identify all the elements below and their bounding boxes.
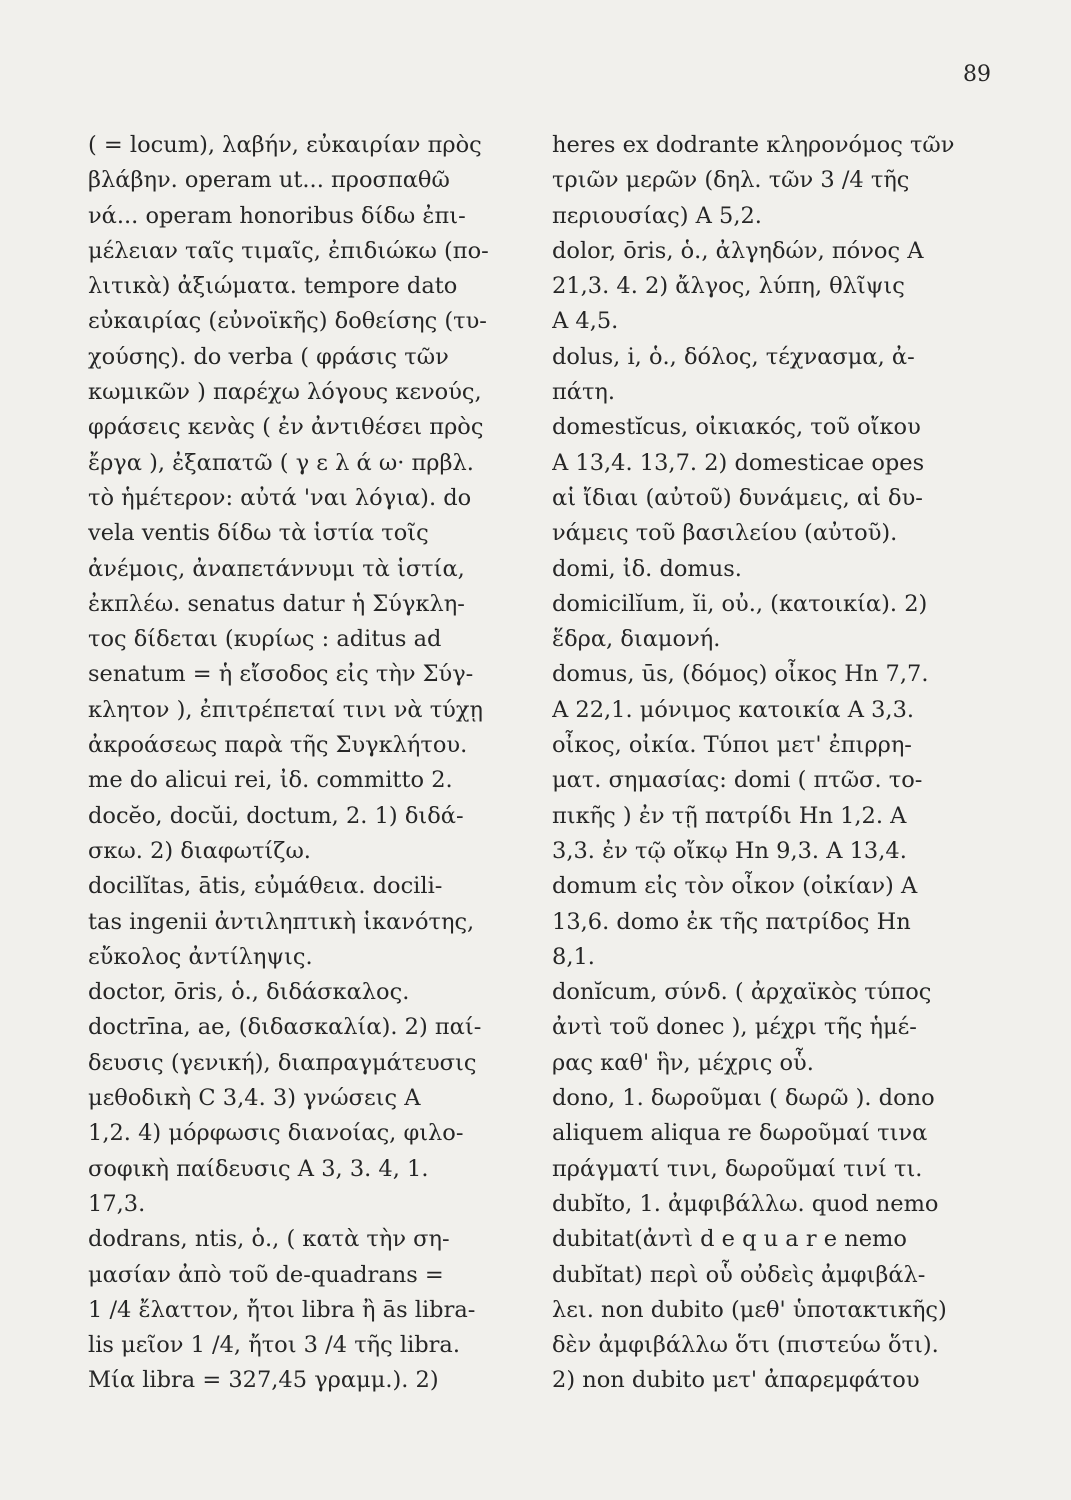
text-line: dolus, i, ὁ., δόλος, τέχνασμα, ἀ- xyxy=(552,343,915,370)
text-line: κωμικῶν ) παρέχω λόγους κενούς, xyxy=(88,379,482,406)
text-line: οἶκος, οἰκία. Τύποι μετ' ἐπιρρη- xyxy=(552,732,912,759)
text-line: donĭcum, σύνδ. ( ἀρχαϊκὸς τύπος xyxy=(552,979,932,1006)
text-line: domus, ūs, (δόμος) οἶκος Hn 7,7. xyxy=(552,661,929,688)
text-line: me do alicui rei, ἰδ. committo 2. xyxy=(88,767,453,794)
text-line: ματ. σημασίας: domi ( πτῶσ. το- xyxy=(552,767,923,794)
text-line: domi, ἰδ. domus. xyxy=(552,555,742,582)
text-line: heres ex dodrante κληρονόμος τῶν xyxy=(552,132,955,158)
text-line: lis μεῖον 1 /4, ἤτοι 3 /4 τῆς libra. xyxy=(88,1332,460,1359)
text-line: vela ventis δίδω τὰ ἱστία τοῖς xyxy=(88,520,429,547)
text-line: αἱ ἴδιαι (αὐτοῦ) δυνάμεις, αἱ δυ- xyxy=(552,484,923,511)
text-line: domicilĭum, ĭi, οὐ., (κατοικία). 2) xyxy=(552,590,928,617)
text-line: domestĭcus, οἰκιακός, τοῦ οἴκου xyxy=(552,414,921,441)
text-line: δευσις (γενική), διαπραγμάτευσις xyxy=(88,1049,477,1076)
text-line: docilĭtas, ātis, εὐμάθεια. docili- xyxy=(88,873,443,900)
text-line: 1,2. 4) μόρφωσις διανοίας, φιλο- xyxy=(88,1120,464,1147)
text-line: doctrīna, ae, (διδασκαλία). 2) παί- xyxy=(88,1014,482,1041)
text-line: ἔργα ), ἐξαπατῶ ( γ ε λ ά ω· πρβλ. xyxy=(88,449,474,476)
text-line: βλάβην. operam ut... προσπαθῶ xyxy=(88,167,450,194)
left-column xyxy=(88,128,524,1399)
text-line: 17,3. xyxy=(88,1190,146,1217)
text-line: νά... operam honoribus δίδω ἐπι- xyxy=(88,202,466,229)
text-line: 13,6. domo ἐκ τῆς πατρίδος Hn xyxy=(552,908,911,935)
text-line: ἀνέμοις, ἀναπετάννυμι τὰ ἱστία, xyxy=(88,555,465,582)
text-line: docĕo, docŭi, doctum, 2. 1) διδά- xyxy=(88,802,464,829)
page-number: 89 xyxy=(963,62,991,87)
text-line: dono, 1. δωροῦμαι ( δωρῶ ). dono xyxy=(552,1085,935,1112)
right-column xyxy=(552,128,992,1399)
text-line: μέλειαν ταῖς τιμαῖς, ἐπιδιώκω (πο- xyxy=(88,237,489,264)
text-line: τος δίδεται (κυρίως : aditus ad xyxy=(88,626,442,653)
text-line: περιουσίας) A 5,2. xyxy=(552,202,762,229)
text-line: πάτη. xyxy=(552,379,616,406)
text-line: A 22,1. μόνιμος κατοικία A 3,3. xyxy=(552,696,915,723)
text-line: A 4,5. xyxy=(552,308,619,335)
text-line: σκω. 2) διαφωτίζω. xyxy=(88,837,311,864)
text-line: εὐκαιρίας (εὐνοϊκῆς) δοθείσης (τυ- xyxy=(88,308,487,335)
text-line: πράγματί τινι, δωροῦμαί τινί τι. xyxy=(552,1155,923,1182)
text-line: aliquem aliqua re δωροῦμαί τινα xyxy=(552,1120,928,1147)
text-line: χούσης). do verba ( φράσις τῶν xyxy=(88,343,449,370)
text-line: εὔκολος ἀντίληψις. xyxy=(88,943,313,970)
text-line: 1 /4 ἔλαττον, ἤτοι libra ἢ ās libra- xyxy=(88,1296,476,1323)
text-line: 21,3. 4. 2) ἄλγος, λύπη, θλῖψις xyxy=(552,273,905,300)
text-line: τὸ ἡμέτερον: αὐτά 'ναι λόγια). do xyxy=(88,484,472,511)
text-line: dubĭto, 1. ἀμφιβάλλω. quod nemo xyxy=(552,1190,939,1217)
text-line: μασίαν ἀπὸ τοῦ de-quadrans = xyxy=(88,1261,444,1288)
text-line: σοφικὴ παίδευσις A 3, 3. 4, 1. xyxy=(88,1155,429,1182)
text-line: domum εἰς τὸν οἶκον (οἰκίαν) A xyxy=(552,873,918,900)
text-line: 8,1. xyxy=(552,943,595,970)
text-line: 3,3. ἐν τῷ οἴκῳ Hn 9,3. A 13,4. xyxy=(552,837,907,864)
text-line: ρας καθ' ἣν, μέχρις οὗ. xyxy=(552,1049,814,1076)
text-line: πικῆς ) ἐν τῇ πατρίδι Hn 1,2. A xyxy=(552,802,907,829)
text-line: ἕδρα, διαμονή. xyxy=(552,626,721,653)
text-line: dolor, ōris, ὁ., ἀλγηδών, πόνος A xyxy=(552,237,924,264)
text-line: tas ingenii ἀντιληπτικὴ ἱκανότης, xyxy=(88,908,475,935)
text-line: κλητον ), ἐπιτρέπεταί τινι νὰ τύχῃ xyxy=(88,696,483,723)
text-line: ἀντὶ τοῦ donec ), μέχρι τῆς ἡμέ- xyxy=(552,1014,917,1041)
text-line: doctor, ōris, ὁ., διδάσκαλος. xyxy=(88,979,410,1006)
text-line: μεθοδικὴ C 3,4. 3) γνώσεις A xyxy=(88,1085,421,1112)
text-line: 2) non dubito μετ' ἀπαρεμφάτου xyxy=(552,1367,920,1394)
text-line: λιτικὰ) ἀξιώματα. tempore dato xyxy=(88,273,458,300)
text-line: dubĭtat) περὶ οὗ οὐδεὶς ἀμφιβάλ- xyxy=(552,1261,926,1288)
text-line: A 13,4. 13,7. 2) domesticae opes xyxy=(552,449,925,476)
text-line: ἀκροάσεως παρὰ τῆς Συγκλήτου. xyxy=(88,732,468,759)
text-line: φράσεις κενὰς ( ἐν ἀντιθέσει πρὸς xyxy=(88,414,484,441)
text-line: λει. non dubito (μεθ' ὑποτακτικῆς) xyxy=(552,1296,947,1323)
text-line: νάμεις τοῦ βασιλείου (αὐτοῦ). xyxy=(552,520,898,547)
text-line: senatum = ἡ εἴσοδος εἰς τὴν Σύγ- xyxy=(88,661,474,688)
text-line: Μία libra = 327,45 γραμμ.). 2) xyxy=(88,1367,439,1394)
text-line: δὲν ἀμφιβάλλω ὅτι (πιστεύω ὅτι). xyxy=(552,1332,939,1359)
text-line: dubitat(ἀντὶ d e q u a r e nemo xyxy=(552,1226,907,1253)
text-line: ( = locum), λαβήν, εὐκαιρίαν πρὸς xyxy=(88,132,482,158)
text-line: ἐκπλέω. senatus datur ἡ Σύγκλη- xyxy=(88,590,465,617)
text-line: dodrans, ntis, ὁ., ( κατὰ τὴν ση- xyxy=(88,1226,450,1253)
text-line: τριῶν μερῶν (δηλ. τῶν 3 /4 τῆς xyxy=(552,167,910,194)
